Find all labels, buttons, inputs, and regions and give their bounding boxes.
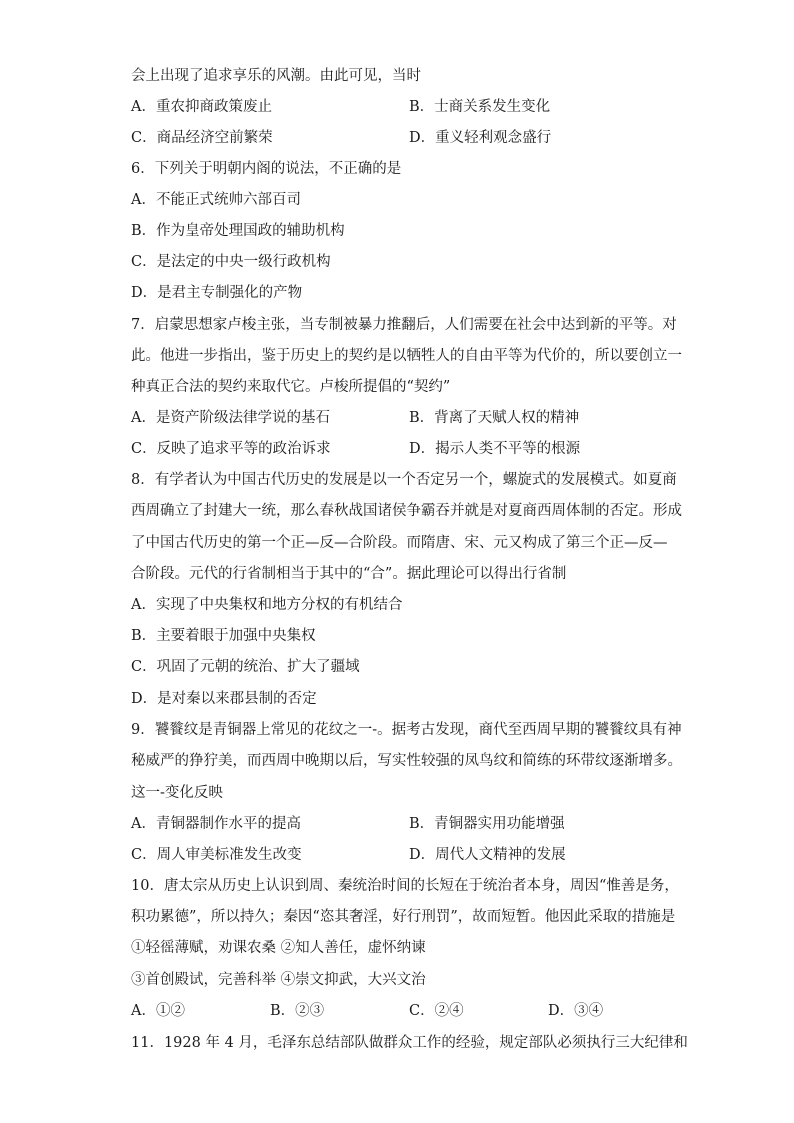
q9-stem-line-2: 秘威严的狰狞美，而西周中晚期以后，写实性较强的凤鸟纹和简练的环带纹逐渐增多。 [131, 753, 682, 769]
q8-option-b: B．主要着眼于加强中央集权 [131, 628, 316, 644]
q9-option-a: A．青铜器制作水平的提高 [131, 816, 301, 832]
q11-stem-line-1: 11．1928 年 4 月，毛泽东总结部队做群众工作的经验，规定部队必须执行三大纪律和 [131, 1035, 688, 1051]
q7-option-b: B．背离了天赋人权的精神 [409, 410, 580, 426]
q5-option-c: C．商品经济空前繁荣 [131, 130, 273, 146]
q7-stem-line-1: 7．启蒙思想家卢梭主张，当专制被暴力推翻后，人们需要在社会中达到新的平等。对 [131, 317, 677, 333]
q7-option-a: A．是资产阶级法律学说的基石 [131, 410, 330, 426]
q8-stem-line-3: 了中国古代历史的第一个正—反—合阶段。而隋唐、宋、元又构成了第三个正—反— [131, 535, 668, 551]
q7-stem-line-2: 此。他进一步指出，鉴于历史上的契约是以牺牲人的自由平等为代价的，所以要创立一 [131, 348, 682, 364]
q10-option-d: D．③④ [548, 1003, 604, 1019]
q10-option-b: B．②③ [270, 1003, 325, 1019]
q8-option-a: A．实现了中央集权和地方分权的有机结合 [131, 597, 403, 613]
q7-option-c: C．反映了追求平等的政治诉求 [131, 441, 331, 457]
q9-stem-line-1: 9．饕餮纹是青铜器上常见的花纹之一-。据考古发现，商代至西周早期的饕餮纹具有神 [131, 722, 682, 738]
q10-option-a: A．①② [131, 1003, 185, 1019]
q10-option-c: C．②④ [409, 1003, 464, 1019]
q5-stem-tail: 会上出现了追求享乐的风潮。由此可见，当时 [131, 68, 421, 84]
q6-option-c: C．是法定的中央一级行政机构 [131, 254, 331, 270]
q5-option-d: D．重义轻利观念盛行 [409, 130, 552, 146]
q8-stem-line-2: 西周确立了封建大一统，那么春秋战国诸侯争霸吞并就是对夏商西周体制的否定。形成 [131, 503, 682, 519]
q10-stem-line-2: 积功累德”，所以持久；秦因“恣其奢淫，好行刑罚”，故而短暂。他因此采取的措施是 [131, 909, 676, 925]
q6-option-b: B．作为皇帝处理国政的辅助机构 [131, 223, 345, 239]
q8-stem-line-1: 8．有学者认为中国古代历史的发展是以一个否定另一个，螺旋式的发展模式。如夏商 [131, 472, 677, 488]
q9-option-b: B．青铜器实用功能增强 [409, 816, 565, 832]
q8-option-d: D．是对秦以来郡县制的否定 [131, 691, 317, 707]
q10-stem-line-1: 10．唐太宗从历史上认识到周、秦统治时间的长短在于统治者本身，周因“惟善是务， [131, 878, 679, 894]
q9-option-c: C．周人审美标准发生改变 [131, 847, 302, 863]
q5-option-b: B．士商关系发生变化 [409, 99, 551, 115]
q8-option-c: C．巩固了元朝的统治、扩大了疆域 [131, 659, 360, 675]
q7-stem-line-3: 种真正合法的契约来取代它。卢梭所提倡的“契约” [131, 379, 451, 395]
q6-option-a: A．不能正式统帅六部百司 [131, 192, 301, 208]
q5-option-a: A．重农抑商政策废止 [131, 99, 272, 115]
q8-stem-line-4: 合阶段。元代的行省制相当于其中的“合”。据此理论可以得出行省制 [131, 566, 567, 582]
q9-stem-line-3: 这一-变化反映 [131, 785, 223, 801]
q10-statements-1-2: ①轻徭薄赋，劝课农桑 ②知人善任，虚怀纳谏 [131, 940, 426, 956]
q6-option-d: D．是君主专制强化的产物 [131, 285, 303, 301]
q7-option-d: D．揭示人类不平等的根源 [409, 441, 581, 457]
q6-stem: 6．下列关于明朝内阁的说法，不正确的是 [131, 161, 402, 177]
q10-statements-3-4: ③首创殿试，完善科举 ④崇文抑武，大兴文治 [131, 972, 426, 988]
q9-option-d: D．周代人文精神的发展 [409, 847, 566, 863]
